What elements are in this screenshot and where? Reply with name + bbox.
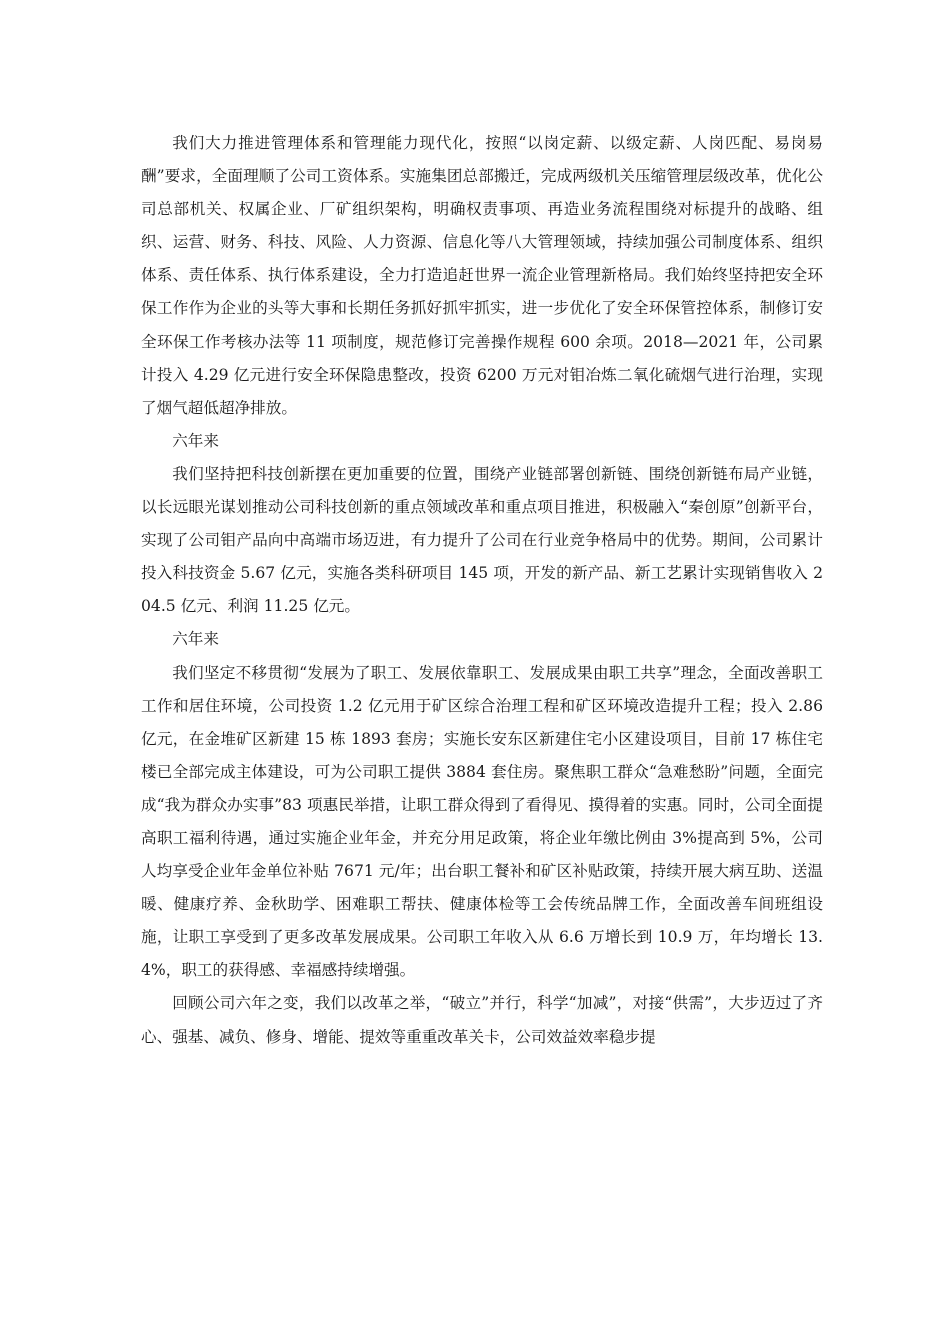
section-heading-six-years: 六年来 — [172, 630, 219, 649]
paragraph-review: 回顾公司六年之变，我们以改革之举，“破立”并行，科学“加减”，对接“供需”，大步迈过了齐心、强基、减负、修身、增能、提效等重重改革关卡，公司效益效率稳步提 — [141, 994, 823, 1046]
section-heading-six-years: 六年来 — [172, 431, 219, 450]
paragraph-management-reform: 我们大力推进管理体系和管理能力现代化，按照“以岗定薪、以级定薪、人岗匹配、易岗易酬”要求，全面理顺了公司工资体系。实施集团总部搬迁，完成两级机关压缩管理层级改革，优化公司总部机关、权属企业、厂矿组织架构，明确权责事项、再造业务流程围绕对标提升的战略、组织、运营、财务、科技、风险、人力资源、信息化等八大管理领域，持续加强公司制度体系、组织体系、责任体系、执行体系建设，全力打造追赶世界一流企业管理新格局。我们始终坚持把安全环保工作作为企业的头等大事和长期任务抓好抓牢抓实，进一步优化了安全环保管控体系，制修订安全环保工作考核办法等 11 项制度，规范修订完善操作规程 600 余项。2018—2021 年，公司累计投入 4.29 亿元进行安全环保隐患整改，投资 6200 万元对钼冶炼二氧化硫烟气进行治理，实现了烟气超低超净排放。 — [141, 134, 823, 417]
paragraph-tech-innovation: 我们坚持把科技创新摆在更加重要的位置，围绕产业链部署创新链、围绕创新链布局产业链，以长远眼光谋划推动公司科技创新的重点领域改革和重点项目推进，积极融入“秦创原”创新平台，实现了公司钼产品向中高端市场迈进，有力提升了公司在行业竞争格局中的优势。期间，公司累计投入科技资金 5.67 亿元，实施各类科研项目 145 项，开发的新产品、新工艺累计实现销售收入 204.5 亿元、利润 11.25 亿元。 — [141, 464, 823, 616]
paragraph-employee-welfare: 我们坚定不移贯彻“发展为了职工、发展依靠职工、发展成果由职工共享”理念，全面改善职工工作和居住环境，公司投资 1.2 亿元用于矿区综合治理工程和矿区环境改造提升工程；投入 2.86 亿元，在金堆矿区新建 15 栋 1893 套房；实施长安东区新建住宅小区建设项目，目前 17 栋住宅楼已全部完成主体建设，可为公司职工提供 3884 套住房。聚焦职工群众“急难愁盼”问题，全面完成“我为群众办实事”83 项惠民举措，让职工群众得到了看得见、摸得着的实惠。同时，公司全面提高职工福利待遇，通过实施企业年金，并充分用足政策，将企业年缴比例由 3%提高到 5%，公司人均享受企业年金单位补贴 7671 元/年；出台职工餐补和矿区补贴政策，持续开展大病互助、送温暖、健康疗养、金秋助学、困难职工帮扶、健康体检等工会传统品牌工作，全面改善车间班组设施，让职工享受到了更多改革发展成果。公司职工年收入从 6.6 万增长到 10.9 万，年均增长 13.4%，职工的获得感、幸福感持续增强。 — [141, 663, 823, 980]
document-page — [141, 127, 823, 1054]
